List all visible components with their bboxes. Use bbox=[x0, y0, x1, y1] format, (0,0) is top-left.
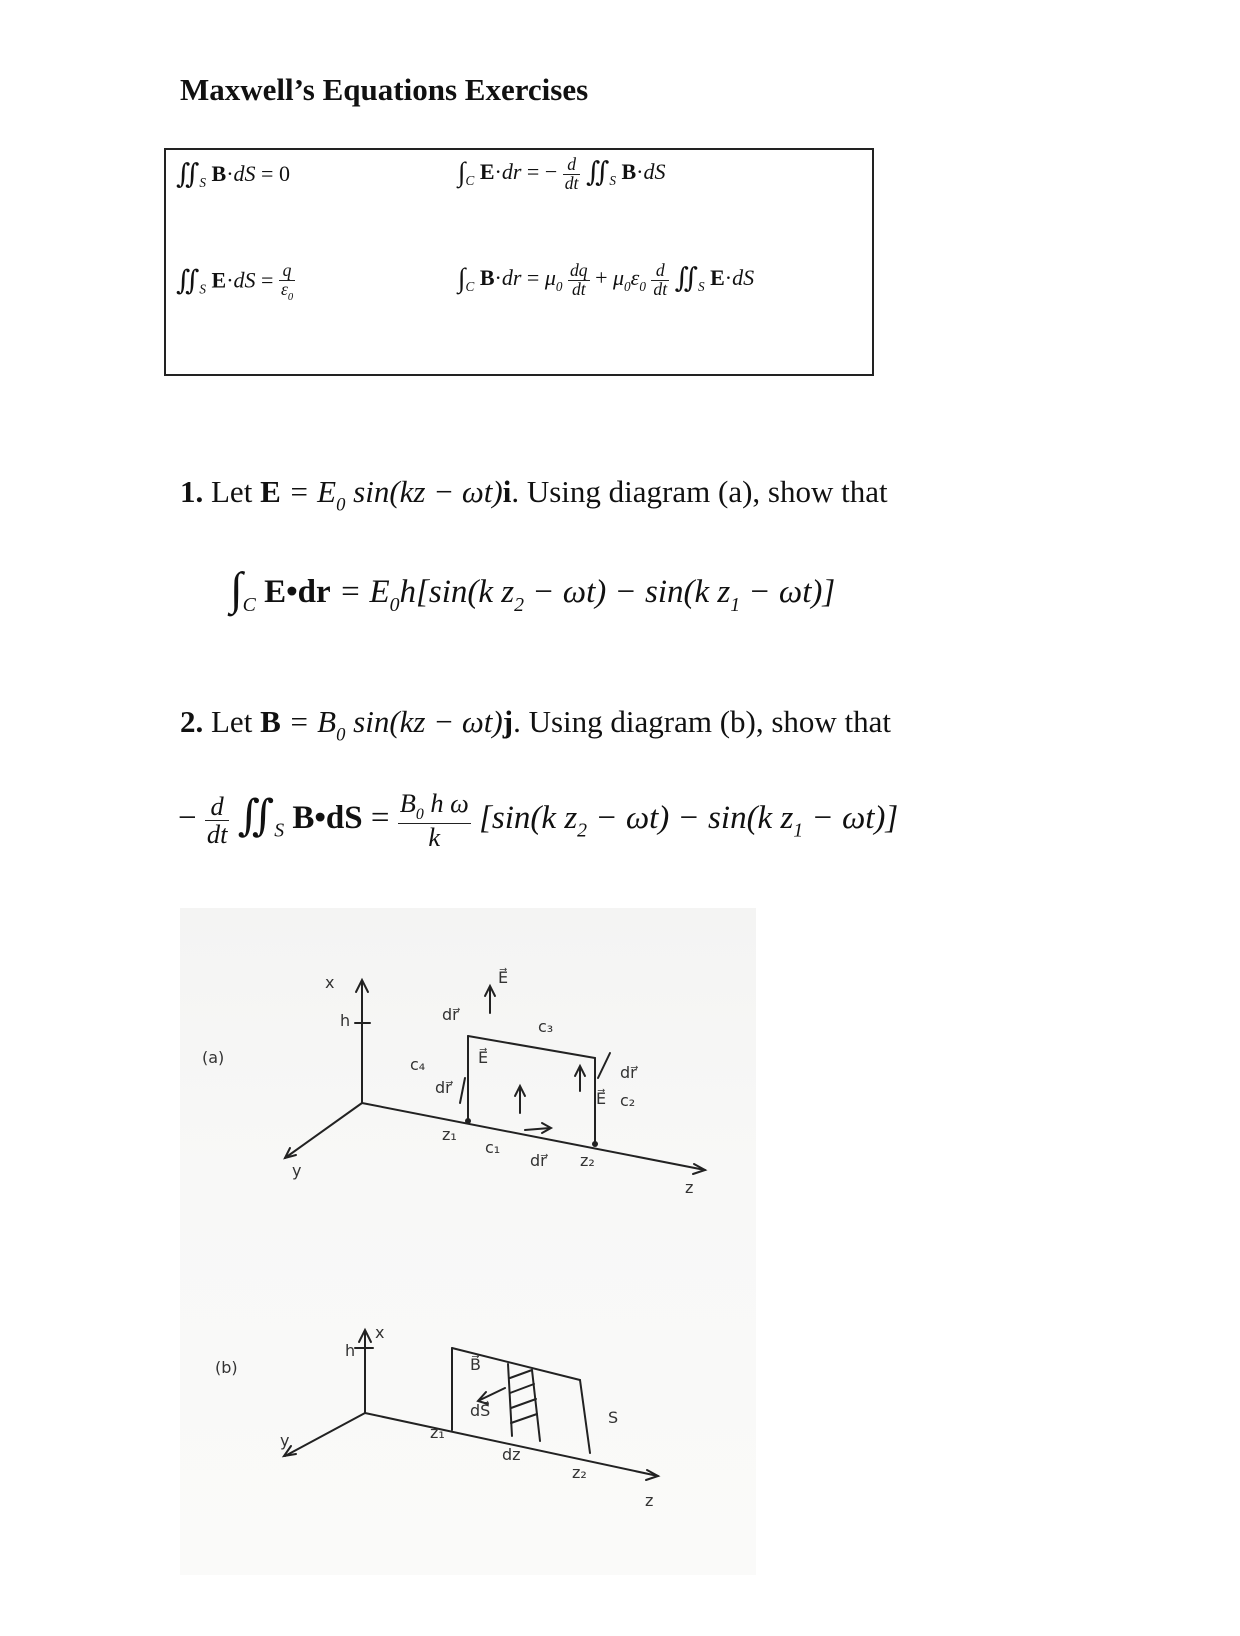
diagram-a-E-label-top: E⃗ bbox=[498, 968, 509, 987]
problem-2-result: − $\frac{d}{dt}$ $∬_S$ B•dS = $\frac{B_0 h \omega}{k}$ [sin(k $z_2 - \omega t) - \sin(k$ $z_1 - \omega t$)] bbox=[178, 788, 899, 852]
diagram-a-dr-arrow-left bbox=[460, 1078, 465, 1103]
diagram-b-label: (b) bbox=[215, 1358, 238, 1377]
diagram-a-c1-label: c₁ bbox=[485, 1138, 501, 1157]
diagram-b-x-label: x bbox=[375, 1323, 385, 1342]
diagram-b-z1-label: z₁ bbox=[430, 1423, 445, 1442]
diagram-b-dS-label: dS⃗ bbox=[470, 1401, 491, 1420]
diagram-a-y-label: y bbox=[292, 1161, 302, 1180]
gauss-magnetism-equation: $∬_S$ B·dS = 0 bbox=[176, 158, 290, 190]
diagram-a-z-label: z bbox=[685, 1178, 694, 1197]
diagram-b-S-label: S bbox=[608, 1408, 619, 1427]
diagram-a-E-label-left: E⃗ bbox=[478, 1048, 489, 1067]
diagram-a-dr-right-label: dr⃗ bbox=[620, 1063, 637, 1082]
diagram-a-x-label: x bbox=[325, 973, 335, 992]
diagram-a-c4-label: c₄ bbox=[410, 1055, 426, 1074]
page-title: Maxwell’s Equations Exercises bbox=[180, 72, 589, 107]
diagram-b-y-axis bbox=[285, 1413, 365, 1456]
gauss-electric-equation: $∬_S$ E·dS = $\frac{q}{\varepsilon_0}$ bbox=[176, 260, 294, 303]
hand-drawn-diagrams-photo bbox=[180, 908, 756, 1575]
diagram-a-dr-left-label: dr⃗ bbox=[435, 1078, 452, 1097]
problem-2-statement: 2. Let $B = B_0$ sin(kz − ωt)j. Using diagram (b), show that bbox=[180, 704, 892, 746]
diagram-b-h-label: h bbox=[345, 1341, 356, 1360]
diagram-a-label: (a) bbox=[202, 1048, 225, 1067]
diagram-b-z-label: z bbox=[645, 1491, 654, 1510]
diagram-b-strip-right bbox=[532, 1370, 540, 1441]
diagram-a-z2-label: z₂ bbox=[580, 1151, 595, 1170]
diagram-a-z1-label: z₁ bbox=[442, 1125, 457, 1144]
diagram-a-c3-label: c₃ bbox=[538, 1017, 554, 1036]
ampere-maxwell-equation: $\int_C$ $B\cdot dr = \mu_0$ $\frac{dq}{dt}$ + $\mu_0\varepsilon_0$ $\frac{d}{dt}$ $∬_S$ E·dS bbox=[458, 260, 755, 299]
diagram-a-dr-top-label: dr⃗ bbox=[442, 1005, 459, 1024]
diagram-a-h-label: h bbox=[340, 1011, 351, 1030]
diagram-b-strip-left bbox=[508, 1364, 512, 1436]
faraday-equation: $\int_C$ E·dr = − $\frac{d}{dt}$ $∬_S$ B·dS bbox=[458, 154, 666, 193]
diagram-a-dr-bottom-label: dr⃗ bbox=[530, 1151, 547, 1170]
problem-1-result: $\int_C$ E•dr = $E_0h[\sin(k$ $z_2 - \omega t) - \sin(k$ $z_1 - \omega t$)] bbox=[230, 563, 836, 616]
diagram-b-surface-right bbox=[580, 1380, 590, 1453]
diagram-a-c2-label: c₂ bbox=[620, 1091, 636, 1110]
diagram-b-B-label: B⃗ bbox=[470, 1355, 481, 1374]
diagram-a-dr-arrow-right bbox=[598, 1053, 610, 1078]
diagram-b-z2-label: z₂ bbox=[572, 1463, 587, 1482]
problem-1-statement: 1. Let $E = E_0$ sin(kz − ωt)i. Using diagram (a), show that bbox=[180, 474, 888, 516]
diagram-a-E-label-right: E⃗ bbox=[596, 1089, 607, 1108]
diagram-b-dz-label: dz bbox=[502, 1445, 521, 1464]
diagram-a-y-axis bbox=[285, 1103, 362, 1158]
diagrams-svg bbox=[180, 908, 756, 1575]
diagram-b-y-label: y bbox=[280, 1431, 290, 1450]
